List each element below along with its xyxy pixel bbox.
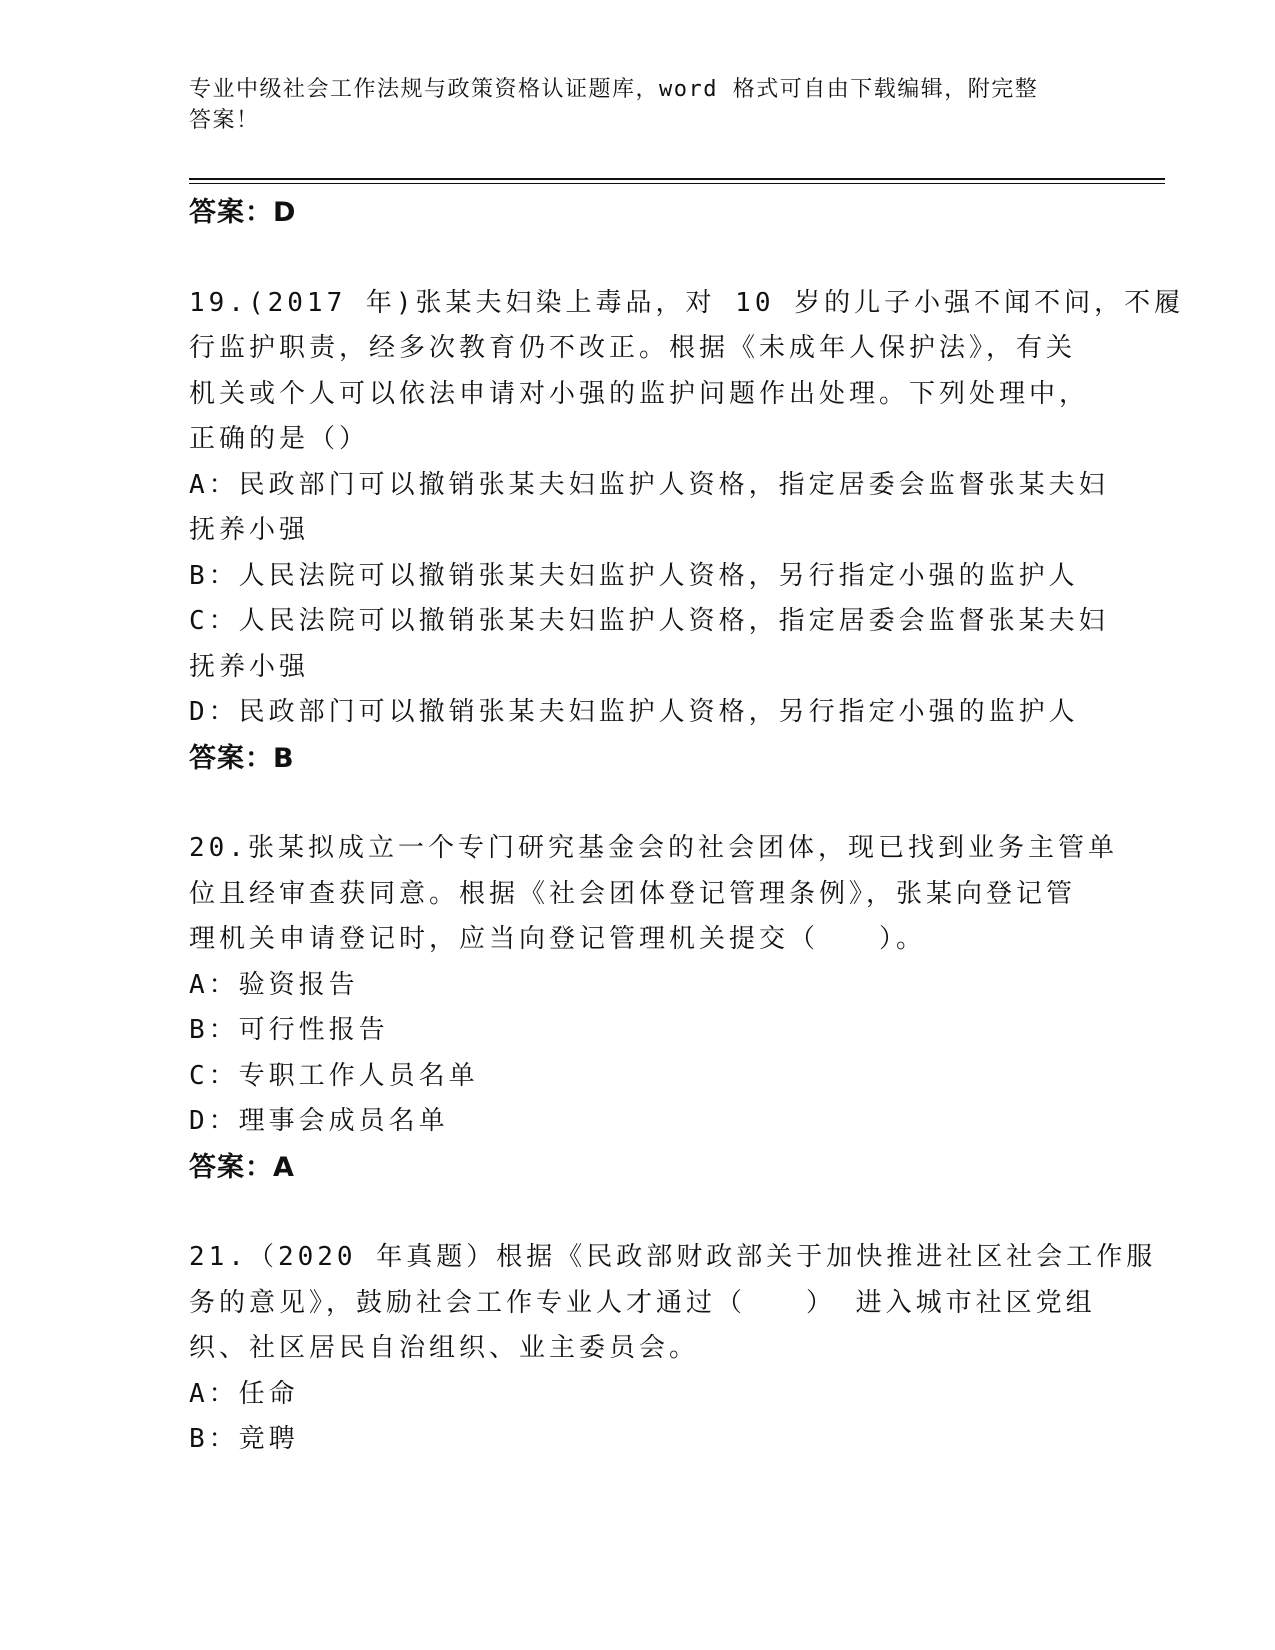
document-body [189,190,1185,1463]
answer: 答案：B [189,742,295,774]
question-20 [189,826,1118,1190]
header-rule-thin [189,183,1165,184]
document-header [189,74,1089,136]
question-stem-line: 理机关申请登记时，应当向登记管理机关提交（ ）。 [189,924,927,954]
option-c: C：专职工作人员名单 [189,1060,479,1091]
option-b: B：人民法院可以撤销张某夫妇监护人资格，另行指定小强的监护人 [189,560,1079,591]
option-b: B：可行性报告 [189,1015,389,1045]
question-stem-line: 位且经审查获同意。根据《社会团体登记管理条例》，张某向登记管 [189,878,1077,909]
question-stem-line: 务的意见》，鼓励社会工作专业人才通过（ ） 进入城市社区党组 [189,1287,1096,1318]
question-stem-line: 织、社区居民自治组织、业主委员会。 [189,1333,700,1363]
answer: 答案：A [189,1151,295,1183]
option-a: A：任命 [189,1378,299,1409]
question-stem-line: 机关或个人可以依法申请对小强的监护问题作出处理。下列处理中， [189,378,1090,409]
question-21 [189,1235,1157,1463]
header-line-2: 答案！ [189,108,260,133]
question-19 [189,281,1185,782]
header-rule-thick [189,178,1165,180]
option-a: A：验资报告 [189,969,359,1000]
option-c: C：人民法院可以撤销张某夫妇监护人资格，指定居委会监督张某夫妇 [189,606,1109,636]
option-a-continued: 抚养小强 [189,515,310,545]
option-b: B：竞聘 [189,1424,299,1454]
option-d: D：民政部门可以撤销张某夫妇监护人资格，另行指定小强的监护人 [189,697,1079,727]
header-line-1: 专业中级社会工作法规与政策资格认证题库，word 格式可自由下载编辑，附完整 [189,77,1039,102]
option-c-continued: 抚养小强 [189,651,310,682]
spacer [189,781,1089,826]
spacer [189,236,1089,281]
option-a: A：民政部门可以撤销张某夫妇监护人资格，指定居委会监督张某夫妇 [189,469,1109,500]
question-stem-line: 正确的是（） [189,424,370,454]
question-stem-line: 19.(2017 年)张某夫妇染上毒品，对 10 岁的儿子小强不闻不问，不履 [189,287,1185,318]
option-d: D：理事会成员名单 [189,1106,449,1136]
question-stem-line: 20.张某拟成立一个专门研究基金会的社会团体，现已找到业务主管单 [189,833,1118,863]
spacer [189,1190,1089,1235]
question-stem-line: 行监护职责，经多次教育仍不改正。根据《未成年人保护法》，有关 [189,333,1077,363]
question-stem-line: 21.（2020 年真题）根据《民政部财政部关于加快推进社区社会工作服 [189,1242,1157,1272]
previous-answer: 答案：D [189,197,297,228]
